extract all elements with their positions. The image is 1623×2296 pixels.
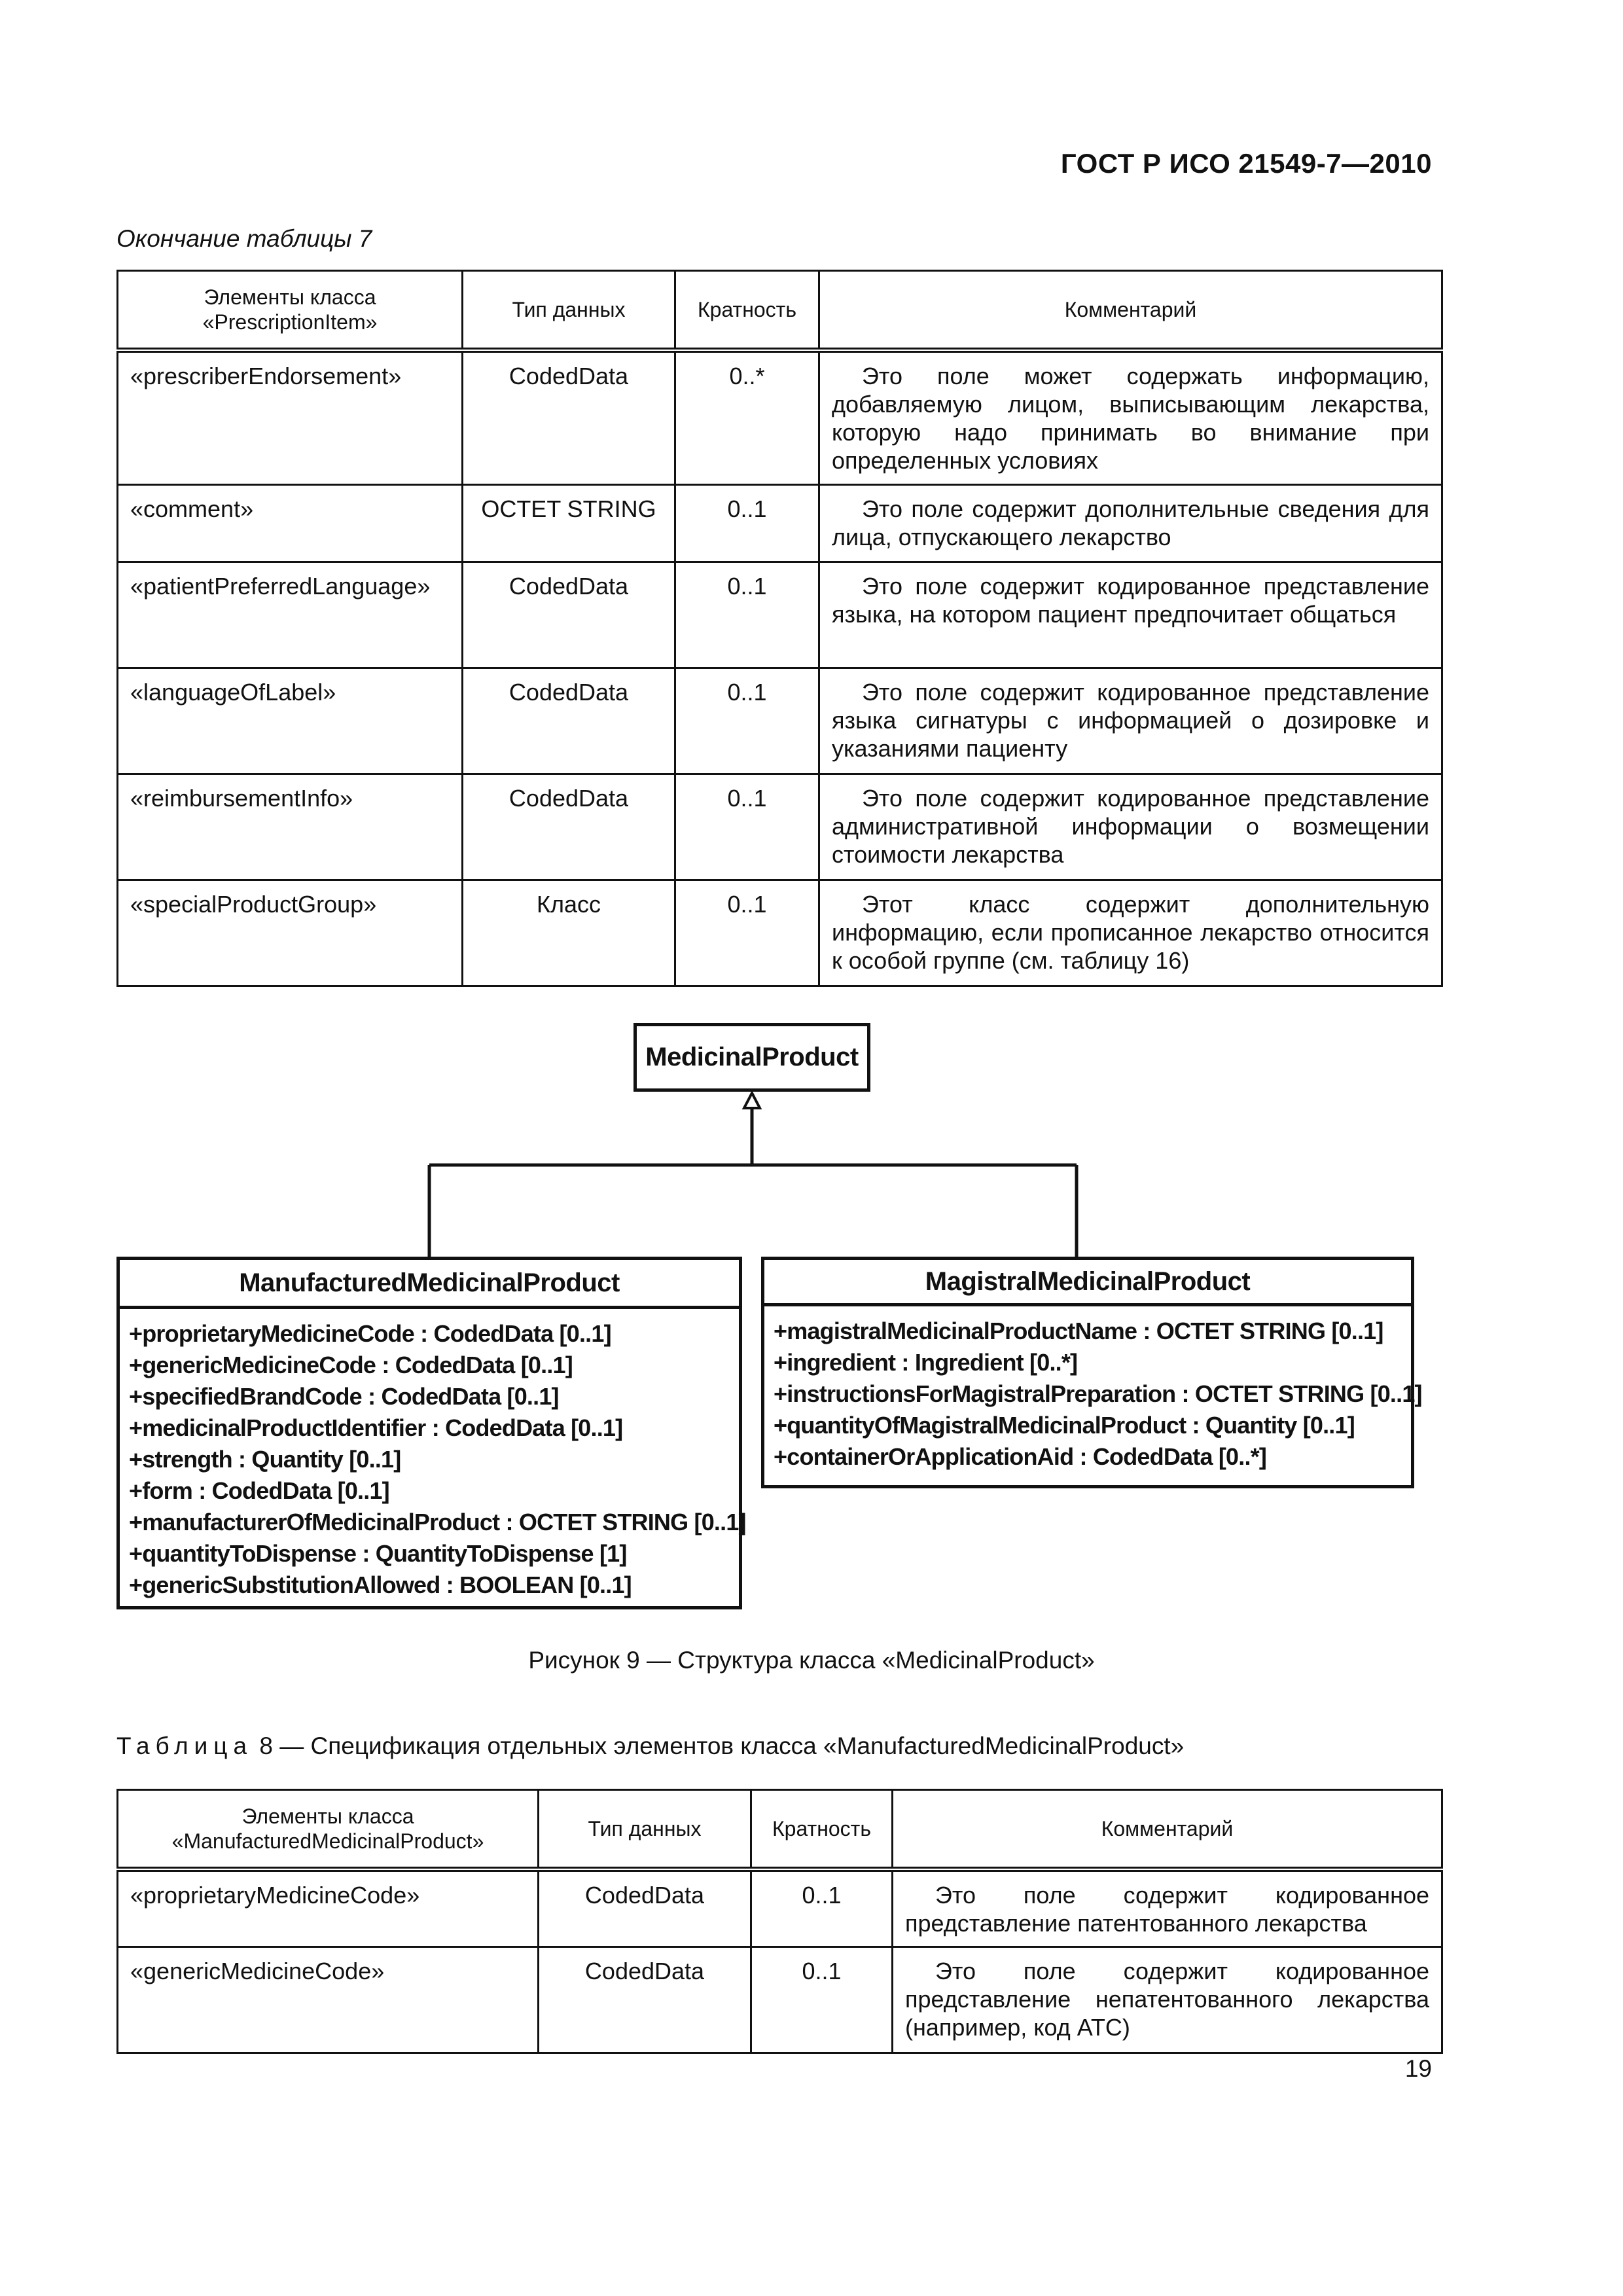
cell-comment: Этот класс содержит дополнительную информацию, если прописанное лекарство относится к особой группе (см. таблицу 16) — [819, 880, 1442, 986]
cell-multiplicity: 0..1 — [675, 562, 819, 668]
column-header-comment: Комментарий — [893, 1790, 1442, 1870]
cell-comment: Это поле содержит дополнительные сведения для лица, отпускающего лекарство — [819, 484, 1442, 562]
cell-comment: Это поле содержит кодированное представление языка, на котором пациент предпочитает общаться — [819, 562, 1442, 668]
table7-continuation-caption: Окончание таблицы 7 — [116, 225, 372, 252]
uml-class-medicinal-product — [633, 1023, 870, 1092]
cell-multiplicity: 0..1 — [751, 1946, 893, 2053]
uml-attribute: +medicinalProductIdentifier : CodedData [0..1] — [129, 1414, 623, 1441]
generalization-arrowhead — [744, 1093, 760, 1108]
cell-multiplicity: 0..1 — [675, 668, 819, 774]
column-header-type: Тип данных — [463, 271, 675, 351]
figure-caption: Рисунок 9 — Структура класса «MedicinalProduct» — [528, 1647, 1095, 1674]
cell-element: «genericMedicineCode» — [118, 1946, 539, 2053]
uml-class-name: MedicinalProduct — [645, 1043, 859, 1071]
uml-attribute: +strength : Quantity [0..1] — [129, 1446, 401, 1473]
table-7 — [116, 270, 1443, 987]
table-header-row — [118, 1790, 1442, 1870]
uml-attribute: +ingredient : Ingredient [0..*] — [774, 1349, 1078, 1376]
page-number: 19 — [1404, 2055, 1432, 2082]
cell-comment: Это поле содержит кодированное представление административной информации о возмещении стоимости лекарства — [819, 774, 1442, 880]
uml-attribute: +quantityToDispense : QuantityToDispense [1] — [129, 1540, 627, 1567]
uml-class-manufactured-medicinal-product — [116, 1257, 746, 1609]
cell-type: Класс — [463, 880, 675, 986]
table-row — [118, 350, 1442, 484]
column-header-multiplicity: Кратность — [675, 271, 819, 351]
column-header-type: Тип данных — [539, 1790, 751, 1870]
uml-class-name: ManufacturedMedicinalProduct — [120, 1260, 739, 1309]
uml-attribute: +containerOrApplicationAid : CodedData [0..*] — [774, 1443, 1267, 1470]
uml-attribute: +magistralMedicinalProductName : OCTET STRING [0..1] — [774, 1318, 1383, 1344]
cell-comment: Это поле содержит кодированное представление непатентованного лекарства (например, код АТС) — [893, 1946, 1442, 2053]
uml-class-name: MagistralMedicinalProduct — [764, 1260, 1411, 1306]
cell-element: «specialProductGroup» — [118, 880, 463, 986]
column-header-element: Элементы класса «ManufacturedMedicinalProduct» — [118, 1790, 539, 1870]
column-header-comment: Комментарий — [819, 271, 1442, 351]
uml-class-magistral-medicinal-product — [761, 1257, 1422, 1488]
table-row — [118, 774, 1442, 880]
cell-type: CodedData — [463, 350, 675, 484]
column-header-multiplicity: Кратность — [751, 1790, 893, 1870]
uml-attribute: +instructionsForMagistralPreparation : OCTET STRING [0..1] — [774, 1380, 1422, 1407]
cell-comment: Это поле может содержать информацию, добавляемую лицом, выписывающим лекарства, которую надо принимать во внимание при определенных условиях — [819, 350, 1442, 484]
table-8 — [116, 1789, 1443, 2054]
cell-comment: Это поле содержит кодированное представление патентованного лекарства — [893, 1869, 1442, 1946]
table8-title — [116, 1732, 1184, 1760]
table8-title-text: 8 — Спецификация отдельных элементов класса «ManufacturedMedicinalProduct» — [259, 1732, 1185, 1759]
cell-element: «comment» — [118, 484, 463, 562]
uml-attribute: +genericSubstitutionAllowed : BOOLEAN [0..1] — [129, 1571, 632, 1598]
cell-comment: Это поле содержит кодированное представление языка сигнатуры с информацией о дозировке и указаниями пациенту — [819, 668, 1442, 774]
cell-type: CodedData — [463, 668, 675, 774]
table-row — [118, 668, 1442, 774]
cell-type: CodedData — [463, 562, 675, 668]
uml-attribute-list — [764, 1306, 1422, 1479]
uml-attribute-list — [120, 1309, 746, 1607]
cell-element: «languageOfLabel» — [118, 668, 463, 774]
table-row — [118, 1869, 1442, 1946]
cell-multiplicity: 0..1 — [675, 880, 819, 986]
cell-multiplicity: 0..1 — [751, 1869, 893, 1946]
table-header-row — [118, 271, 1442, 351]
table-row — [118, 562, 1442, 668]
uml-attribute: +manufacturerOfMedicinalProduct : OCTET STRING [0..1] — [129, 1509, 746, 1535]
uml-attribute: +quantityOfMagistralMedicinalProduct : Quantity [0..1] — [774, 1412, 1355, 1439]
uml-attribute: +genericMedicineCode : CodedData [0..1] — [129, 1352, 573, 1378]
document-standard-id: ГОСТ Р ИСО 21549-7—2010 — [1060, 148, 1432, 179]
cell-type: OCTET STRING — [463, 484, 675, 562]
cell-element: «prescriberEndorsement» — [118, 350, 463, 484]
uml-attribute: +form : CodedData [0..1] — [129, 1477, 389, 1504]
cell-type: CodedData — [463, 774, 675, 880]
uml-attribute: +specifiedBrandCode : CodedData [0..1] — [129, 1383, 559, 1410]
cell-element: «proprietaryMedicineCode» — [118, 1869, 539, 1946]
table-row — [118, 1946, 1442, 2053]
cell-multiplicity: 0..* — [675, 350, 819, 484]
column-header-element: Элементы класса «PrescriptionItem» — [118, 271, 463, 351]
cell-multiplicity: 0..1 — [675, 484, 819, 562]
cell-element: «patientPreferredLanguage» — [118, 562, 463, 668]
uml-attribute: +proprietaryMedicineCode : CodedData [0..1] — [129, 1320, 611, 1347]
cell-type: CodedData — [539, 1869, 751, 1946]
table8-title-prefix: Таблица — [116, 1732, 253, 1759]
cell-multiplicity: 0..1 — [675, 774, 819, 880]
cell-element: «reimbursementInfo» — [118, 774, 463, 880]
cell-type: CodedData — [539, 1946, 751, 2053]
table-row — [118, 880, 1442, 986]
table-row — [118, 484, 1442, 562]
